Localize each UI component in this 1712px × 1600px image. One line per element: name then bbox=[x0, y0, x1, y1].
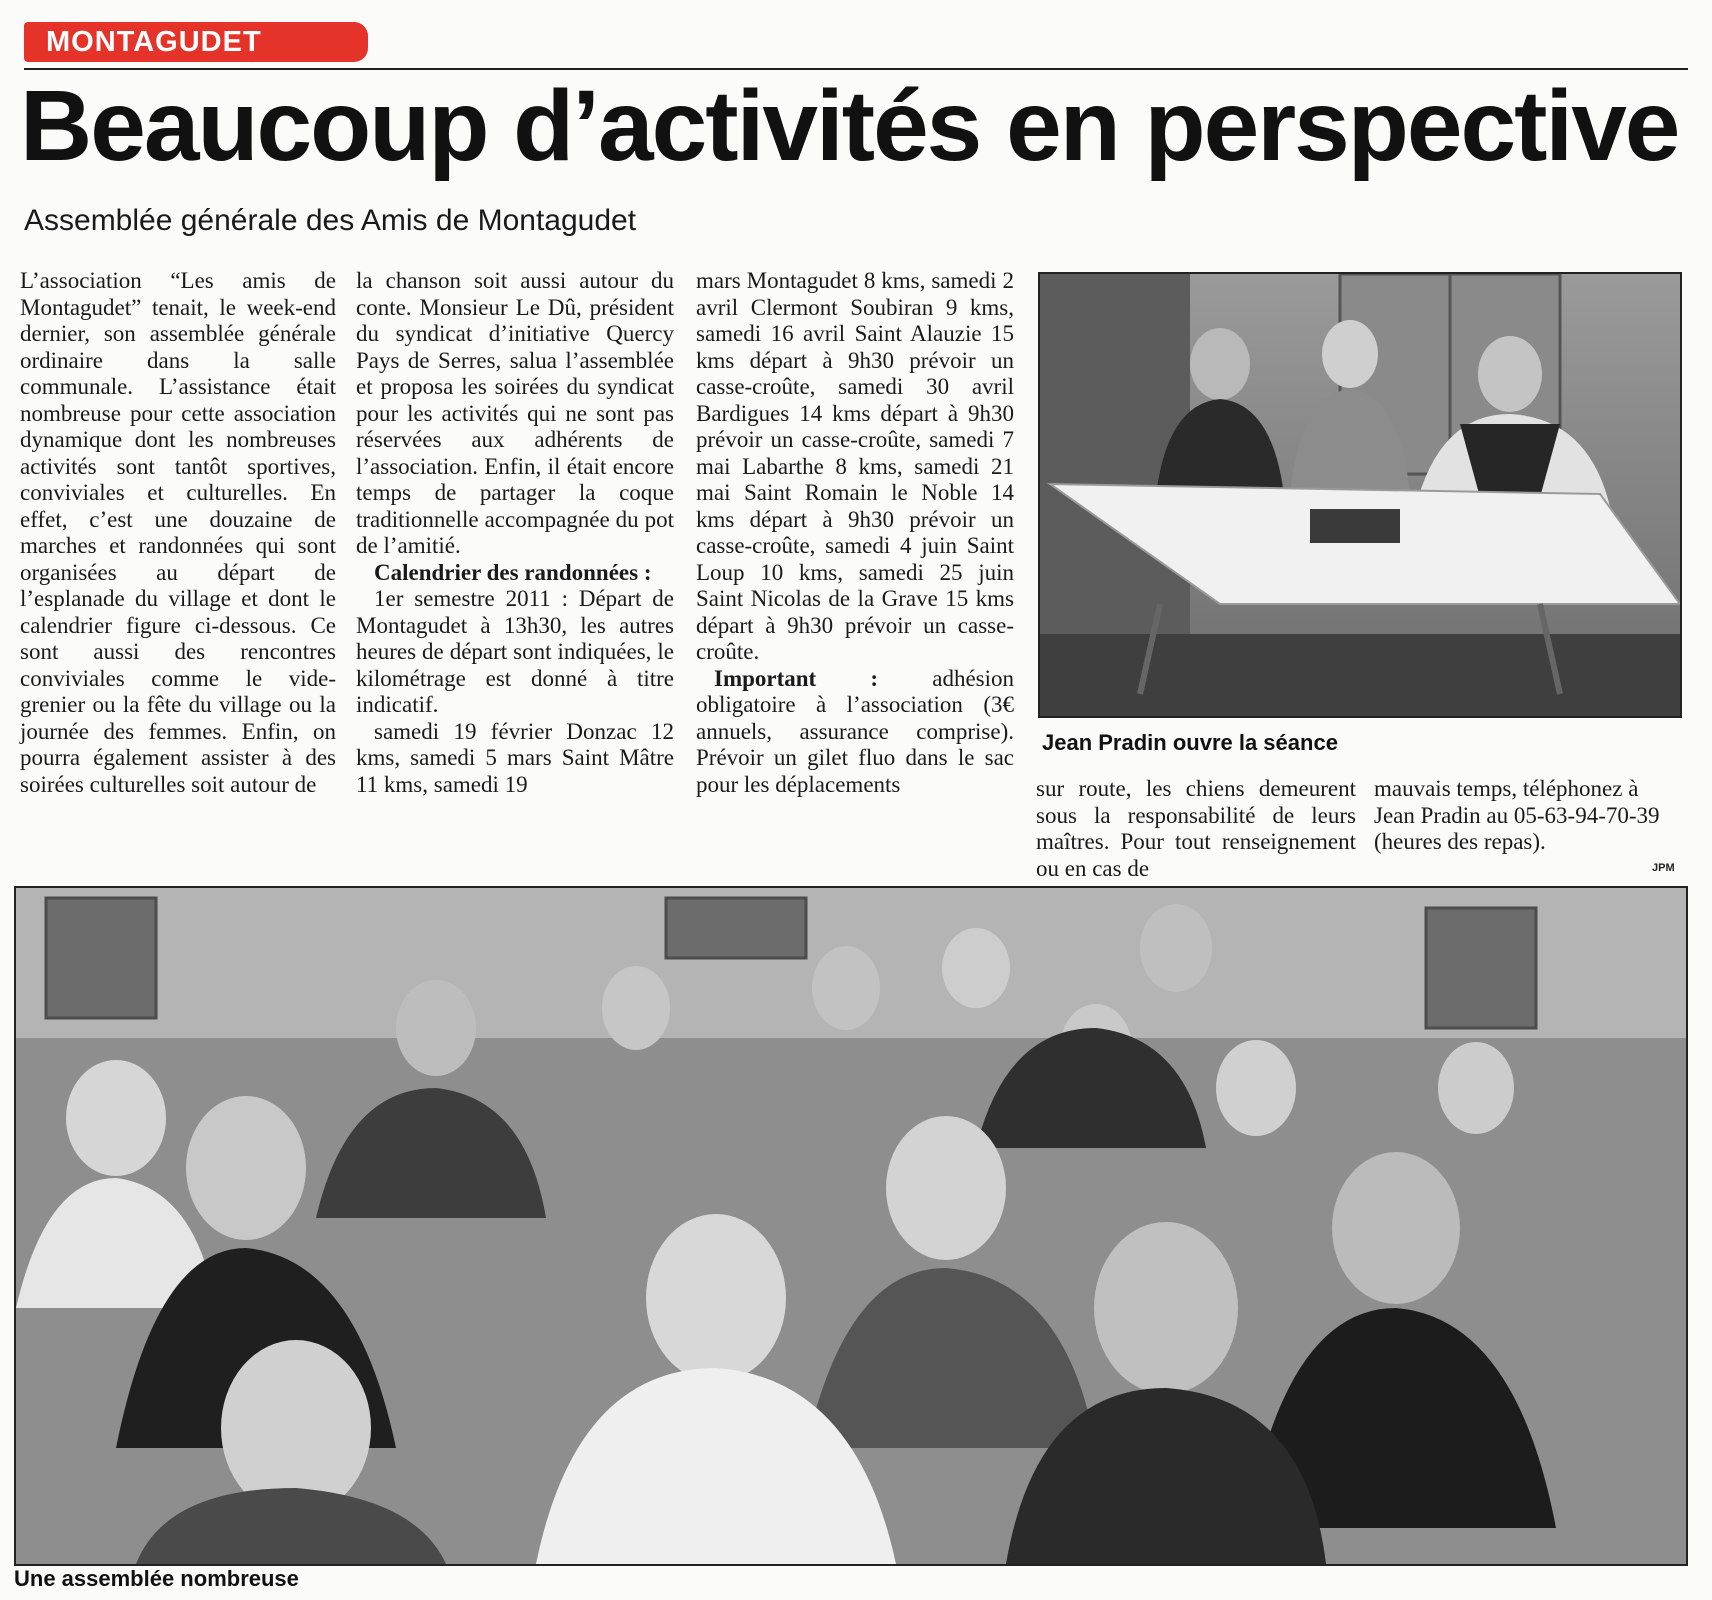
author-credit: JPM bbox=[1652, 862, 1675, 874]
text-column-4 bbox=[1036, 776, 1356, 882]
important-paragraph bbox=[696, 666, 1014, 799]
photo-audience bbox=[14, 886, 1688, 1566]
photo-officials-illustration bbox=[1040, 274, 1680, 716]
important-text: adhésion obligatoire à l’association (3€ annuels, assurance comprise). Prévoir un gilet fluo dans le sac pour les déplacements bbox=[696, 665, 1014, 797]
section-rubric bbox=[24, 22, 368, 62]
photo-audience-illustration bbox=[16, 888, 1686, 1564]
article-subtitle: Assemblée générale des Amis de Montagudet bbox=[24, 204, 637, 237]
paragraph: samedi 19 février Donzac 12 kms, samedi 5 mars Saint Mâtre 11 kms, samedi 19 bbox=[356, 718, 674, 797]
text-column-5 bbox=[1374, 776, 1684, 856]
article-headline: Beaucoup d’activités en perspective bbox=[20, 70, 1679, 182]
paragraph: sur route, les chiens demeurent sous la responsabilité de leurs maîtres. Pour tout renseignement ou en cas de bbox=[1036, 776, 1356, 881]
photo-caption-bottom: Une assemblée nombreuse bbox=[14, 1566, 299, 1591]
calendar-heading: Calendrier des randonnées : bbox=[374, 559, 652, 585]
paragraph: la chanson soit aussi autour du conte. Monsieur Le Dû, président du syndicat d’initiative Quercy Pays de Serres, salua l’assemblée et proposa les soirées du syndicat pour les activités qui ne sont pas réservées aux adhérents de l’association. Enfin, il était encore temps de partager la coque traditionnelle accompagnée du pot de l’amitié. bbox=[356, 268, 674, 558]
photo-caption-top: Jean Pradin ouvre la séance bbox=[1042, 730, 1338, 755]
section-rubric-label: MONTAGUDET bbox=[46, 26, 262, 58]
paragraph: L’association “Les amis de Montagudet” tenait, le week-end dernier, son assemblée générale ordinaire dans la salle communale. L’assistance était nombreuse pour cette association dynamique dont les nombreuses activités sont tantôt sportives, conviviales et culturelles. En effet, c’est une douzaine de marches et randonnées qui sont organisées au départ de l’esplanade du village et dont le calendrier figure ci-dessous. Ce sont aussi des rencontres conviviales comme le vide-grenier ou la fête du village ou la journée des femmes. Enfin, on pourra également assister à des soirées culturelles soit autour de bbox=[20, 268, 336, 797]
text-column-2 bbox=[356, 268, 674, 798]
paragraph: mars Montagudet 8 kms, samedi 2 avril Clermont Soubiran 9 kms, samedi 16 avril Saint Alauzie 15 kms départ à 9h30 prévoir un casse-croûte, samedi 30 avril Bardigues 14 kms départ à 9h30 prévoir un casse-croûte, samedi 7 mai Labarthe 8 kms, samedi 21 mai Saint Romain le Noble 14 kms départ à 9h30 prévoir un casse-croûte, samedi 4 juin Saint Loup 10 kms, samedi 25 juin Saint Nicolas de la Grave 15 kms départ à 9h30 prévoir un casse-croûte. bbox=[696, 268, 1014, 664]
photo-officials-table bbox=[1038, 272, 1682, 718]
text-column-1 bbox=[20, 268, 336, 798]
paragraph: mauvais temps, téléphonez à Jean Pradin au 05-63-94-70-39 (heures des repas). bbox=[1374, 776, 1660, 854]
paragraph: 1er semestre 2011 : Départ de Montagudet à 13h30, les autres heures de départ sont indiquées, le kilométrage est donné à titre indicatif. bbox=[356, 586, 674, 717]
text-column-3 bbox=[696, 268, 1014, 798]
important-label: Important : bbox=[714, 665, 879, 691]
